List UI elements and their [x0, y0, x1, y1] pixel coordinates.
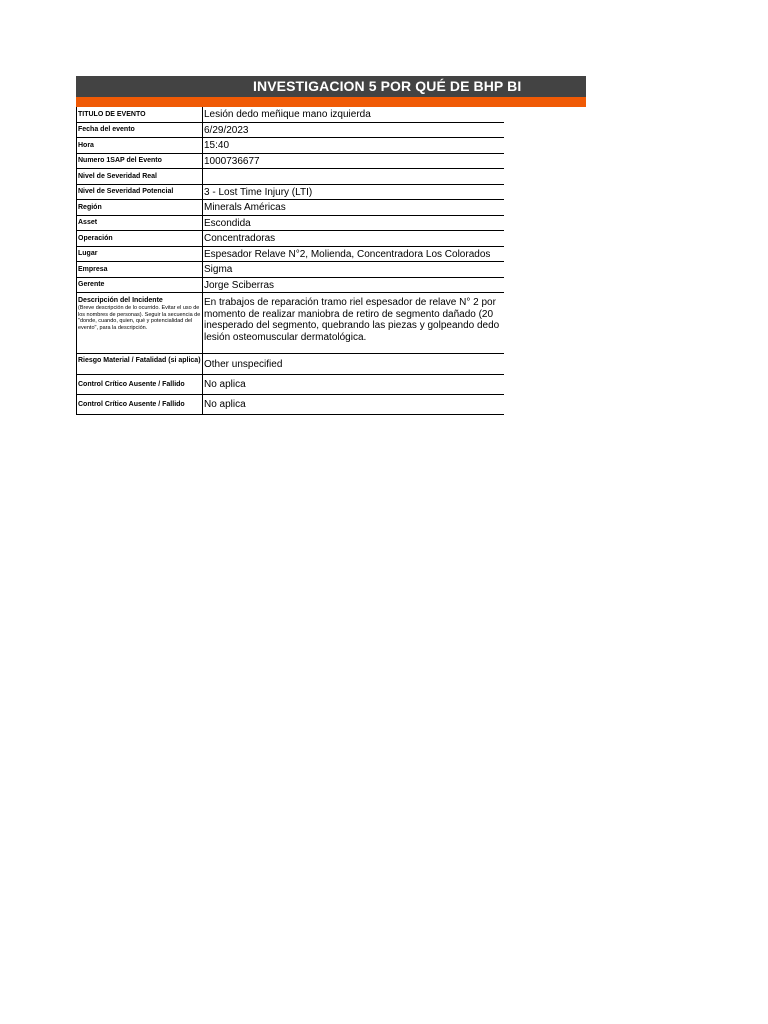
control-row	[77, 395, 504, 415]
field-label: Hora	[77, 138, 203, 153]
field-row-asset	[77, 216, 504, 231]
field-label: Numero 1SAP del Evento	[77, 154, 203, 168]
field-label: TITULO DE EVENTO	[77, 107, 203, 122]
control-row	[77, 375, 504, 395]
description-hint: (Breve descripción de lo ocurrido. Evitar el uso de los nombres de personas). Seguir la secuencia de "donde, cuando, quien, qué y potencialidad del evento", para la descripción.	[78, 305, 201, 331]
field-label: Región	[77, 200, 203, 215]
field-label: Asset	[77, 216, 203, 230]
field-row-operacion	[77, 231, 504, 247]
field-value: 6/29/2023	[204, 124, 249, 136]
description-line: lesión osteomuscular dermatológica.	[204, 331, 367, 343]
description-line: momento de realizar maniobra de retiro de segmento dañado (20	[204, 308, 494, 320]
field-label: Empresa	[77, 262, 203, 277]
description-text	[204, 297, 524, 343]
field-row-empresa	[77, 262, 504, 278]
field-value: Concentradoras	[204, 233, 276, 244]
field-value: 1000736677	[204, 155, 260, 167]
control-label: Control Crítico Ausente / Fallido	[77, 395, 203, 414]
field-row-titulo	[77, 107, 504, 123]
description-line: inesperado del segmento, quebrando las piezas y golpeando dedo	[204, 320, 500, 331]
accent-bar	[76, 97, 586, 107]
field-row-severidad-potencial	[77, 185, 504, 200]
control-value: No aplica	[204, 379, 246, 390]
risk-value: Other unspecified	[204, 358, 283, 370]
field-value: Espesador Relave N°2, Molienda, Concentradora Los Colorados	[204, 248, 491, 260]
control-value: No aplica	[204, 399, 246, 410]
control-label: Control Crítico Ausente / Fallido	[77, 375, 203, 394]
field-value: Jorge Sciberras	[204, 279, 275, 291]
description-label: Descripción del Incidente	[78, 297, 163, 304]
field-value: Minerals Américas	[204, 202, 286, 213]
description-row	[77, 293, 504, 354]
risk-label: Riesgo Material / Fatalidad (si aplica)	[77, 354, 203, 374]
field-value: Sigma	[204, 264, 233, 275]
field-row-lugar	[77, 247, 504, 262]
header-bar	[76, 76, 586, 97]
field-value: Escondida	[204, 217, 251, 229]
field-row-severidad-real	[77, 169, 504, 185]
description-line: En trabajos de reparación tramo riel espesador de relave N° 2 por	[204, 297, 496, 308]
field-label: Gerente	[77, 278, 203, 292]
field-label: Nivel de Severidad Potencial	[77, 185, 203, 199]
field-value	[204, 169, 514, 184]
field-row-region	[77, 200, 504, 216]
incident-form	[76, 107, 504, 415]
field-row-numero-sap	[77, 154, 504, 169]
field-row-hora	[77, 138, 504, 154]
risk-row	[77, 354, 504, 375]
field-label: Nivel de Severidad Real	[77, 169, 203, 184]
document-title: INVESTIGACION 5 POR QUÉ DE BHP BI	[253, 78, 522, 94]
description-label-cell	[77, 293, 203, 353]
field-label: Lugar	[77, 247, 203, 261]
field-row-fecha	[77, 123, 504, 138]
field-value: 3 - Lost Time Injury (LTI)	[204, 186, 313, 198]
field-value: 15:40	[204, 140, 230, 151]
field-value: Lesión dedo meñique mano izquierda	[204, 109, 371, 120]
field-label: Fecha del evento	[77, 123, 203, 137]
field-label: Operación	[77, 231, 203, 246]
field-row-gerente	[77, 278, 504, 293]
